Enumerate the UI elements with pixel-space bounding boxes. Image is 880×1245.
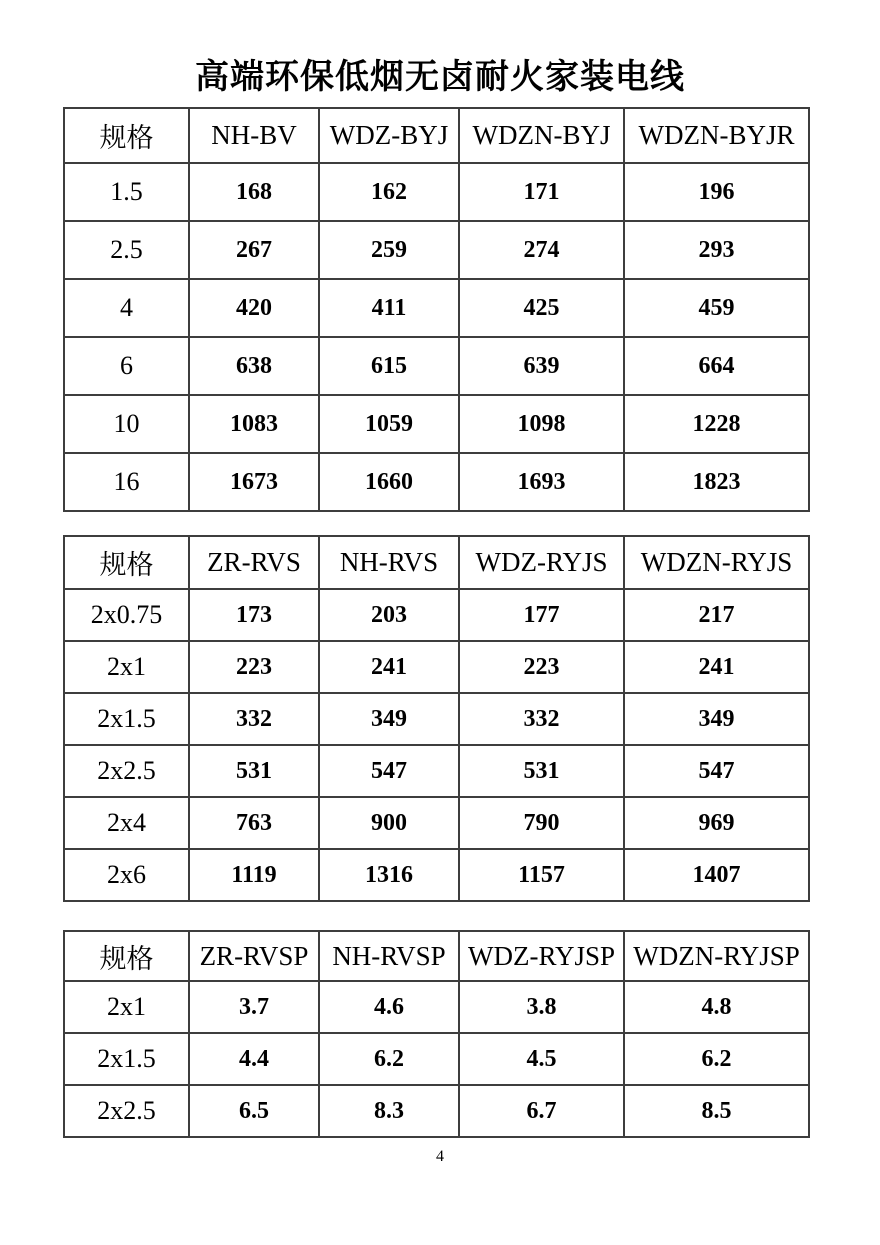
table-1-header-row (64, 108, 809, 163)
price-cell: 8.5 (624, 1085, 809, 1137)
price-cell: 1119 (189, 849, 319, 901)
price-cell: 425 (459, 279, 624, 337)
price-cell: 4.4 (189, 1033, 319, 1085)
price-cell: 332 (459, 693, 624, 745)
price-cell: 900 (319, 797, 459, 849)
table-1-header-model-2: WDZ-BYJ (319, 108, 459, 163)
price-table-1 (63, 107, 810, 512)
table-row (64, 849, 809, 901)
table-3-header-model-4: WDZN-RYJSP (624, 931, 809, 981)
table-1-header-model-4: WDZN-BYJR (624, 108, 809, 163)
price-cell: 203 (319, 589, 459, 641)
spec-cell: 2x1 (64, 641, 189, 693)
price-cell: 4.6 (319, 981, 459, 1033)
spec-cell: 2.5 (64, 221, 189, 279)
table-2-header-row (64, 536, 809, 589)
price-cell: 8.3 (319, 1085, 459, 1137)
price-cell: 171 (459, 163, 624, 221)
price-cell: 293 (624, 221, 809, 279)
price-cell: 547 (624, 745, 809, 797)
price-cell: 1823 (624, 453, 809, 511)
price-cell: 1660 (319, 453, 459, 511)
table-1-header-model-1: NH-BV (189, 108, 319, 163)
spec-cell: 2x1 (64, 981, 189, 1033)
price-cell: 217 (624, 589, 809, 641)
price-cell: 3.8 (459, 981, 624, 1033)
table-row (64, 453, 809, 511)
table-2-header-spec: 规格 (64, 536, 189, 589)
price-cell: 162 (319, 163, 459, 221)
spec-cell: 16 (64, 453, 189, 511)
price-cell: 638 (189, 337, 319, 395)
table-row (64, 693, 809, 745)
table-row (64, 1033, 809, 1085)
price-cell: 259 (319, 221, 459, 279)
price-cell: 241 (319, 641, 459, 693)
spec-cell: 4 (64, 279, 189, 337)
price-cell: 168 (189, 163, 319, 221)
price-cell: 274 (459, 221, 624, 279)
price-cell: 4.5 (459, 1033, 624, 1085)
price-cell: 1157 (459, 849, 624, 901)
price-cell: 531 (189, 745, 319, 797)
spec-cell: 2x0.75 (64, 589, 189, 641)
table-row (64, 641, 809, 693)
price-cell: 241 (624, 641, 809, 693)
table-row (64, 279, 809, 337)
price-cell: 615 (319, 337, 459, 395)
spec-cell: 2x2.5 (64, 745, 189, 797)
price-cell: 196 (624, 163, 809, 221)
table-3-header-model-2: NH-RVSP (319, 931, 459, 981)
page-number: 4 (436, 1148, 444, 1165)
table-row (64, 395, 809, 453)
price-cell: 1316 (319, 849, 459, 901)
price-cell: 1083 (189, 395, 319, 453)
price-cell: 969 (624, 797, 809, 849)
price-cell: 1693 (459, 453, 624, 511)
page-title: 高端环保低烟无卤耐火家装电线 (195, 59, 685, 96)
price-cell: 6.2 (319, 1033, 459, 1085)
table-1-header-spec: 规格 (64, 108, 189, 163)
price-cell: 349 (319, 693, 459, 745)
price-cell: 790 (459, 797, 624, 849)
table-2-header-model-4: WDZN-RYJS (624, 536, 809, 589)
price-cell: 411 (319, 279, 459, 337)
price-cell: 420 (189, 279, 319, 337)
table-3-header-row (64, 931, 809, 981)
spec-cell: 1.5 (64, 163, 189, 221)
spec-cell: 2x1.5 (64, 693, 189, 745)
spec-cell: 2x2.5 (64, 1085, 189, 1137)
price-cell: 267 (189, 221, 319, 279)
price-cell: 1098 (459, 395, 624, 453)
table-row (64, 797, 809, 849)
spec-cell: 10 (64, 395, 189, 453)
price-cell: 664 (624, 337, 809, 395)
price-cell: 223 (459, 641, 624, 693)
price-cell: 332 (189, 693, 319, 745)
table-row (64, 1085, 809, 1137)
spec-cell: 6 (64, 337, 189, 395)
price-cell: 349 (624, 693, 809, 745)
price-cell: 1228 (624, 395, 809, 453)
table-3-header-model-3: WDZ-RYJSP (459, 931, 624, 981)
price-cell: 459 (624, 279, 809, 337)
price-cell: 3.7 (189, 981, 319, 1033)
spec-cell: 2x4 (64, 797, 189, 849)
price-cell: 531 (459, 745, 624, 797)
price-cell: 4.8 (624, 981, 809, 1033)
spec-cell: 2x6 (64, 849, 189, 901)
price-cell: 1407 (624, 849, 809, 901)
price-cell: 547 (319, 745, 459, 797)
price-table-3 (63, 930, 810, 1138)
price-cell: 6.2 (624, 1033, 809, 1085)
price-cell: 1059 (319, 395, 459, 453)
table-2-header-model-1: ZR-RVS (189, 536, 319, 589)
price-cell: 1673 (189, 453, 319, 511)
table-row (64, 981, 809, 1033)
table-row (64, 745, 809, 797)
table-row (64, 163, 809, 221)
price-table-2 (63, 535, 810, 902)
table-row (64, 221, 809, 279)
table-3-header-model-1: ZR-RVSP (189, 931, 319, 981)
table-2-header-model-2: NH-RVS (319, 536, 459, 589)
price-cell: 6.7 (459, 1085, 624, 1137)
price-cell: 639 (459, 337, 624, 395)
table-3-header-spec: 规格 (64, 931, 189, 981)
table-row (64, 589, 809, 641)
table-2-header-model-3: WDZ-RYJS (459, 536, 624, 589)
table-1-header-model-3: WDZN-BYJ (459, 108, 624, 163)
price-cell: 6.5 (189, 1085, 319, 1137)
price-cell: 763 (189, 797, 319, 849)
price-cell: 173 (189, 589, 319, 641)
price-cell: 223 (189, 641, 319, 693)
table-row (64, 337, 809, 395)
spec-cell: 2x1.5 (64, 1033, 189, 1085)
price-cell: 177 (459, 589, 624, 641)
